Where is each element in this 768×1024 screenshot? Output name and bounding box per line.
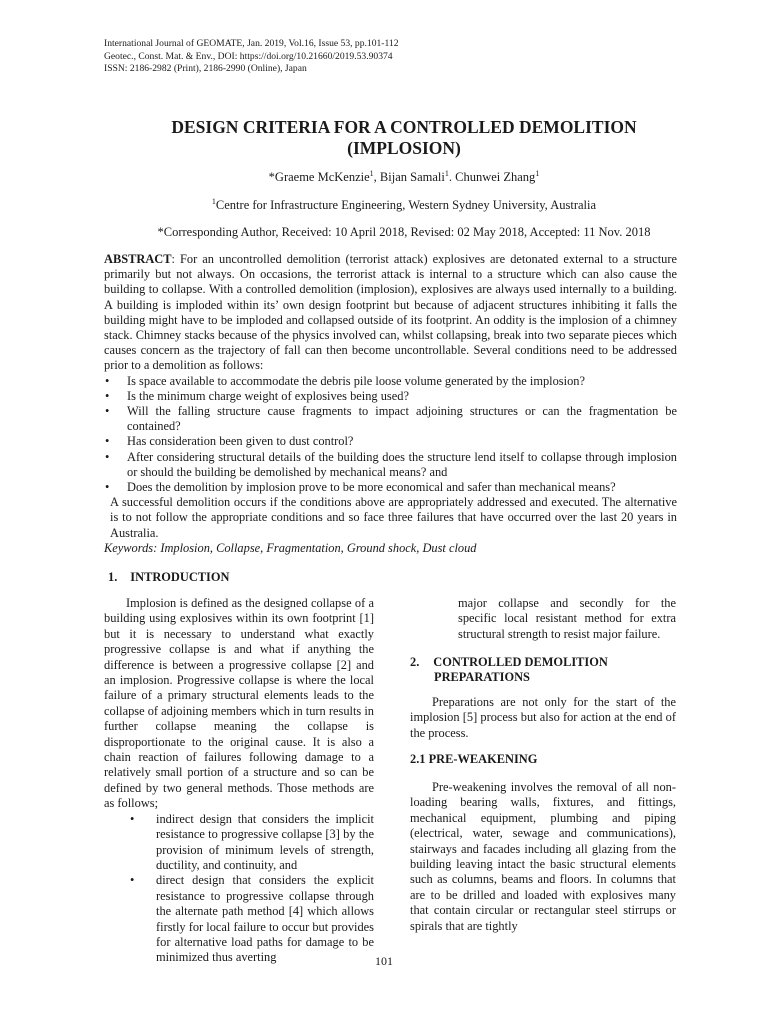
section-number: 2. xyxy=(410,655,420,669)
preparations-paragraph: Preparations are not only for the start of the implosion [5] process but also for action at the end of the process. xyxy=(410,695,676,740)
list-item xyxy=(104,374,677,389)
list-item-text: Does the demolition by implosion prove to be more economical and safer than mechanical means? xyxy=(127,480,616,495)
list-item xyxy=(104,450,677,480)
list-item xyxy=(104,434,677,449)
paper-title-line1: DESIGN CRITERIA FOR A CONTROLLED DEMOLITION xyxy=(171,117,637,137)
affiliation xyxy=(104,198,704,213)
bullet-icon: • xyxy=(105,449,110,464)
list-item-text: Is the minimum charge weight of explosives being used? xyxy=(127,388,409,403)
author-name: *Graeme McKenzie xyxy=(268,170,370,184)
section-number: 1. xyxy=(108,570,118,584)
introduction-paragraph: Implosion is defined as the designed collapse of a building using explosives within its own footprint [1] but it is necessary to understand what exactly progressive collapse is and what if anything the difference is between a progressive collapse [2] and an implosion. Progressive collapse is where the local failure of a primary structural elements leads to the collapse of adjoining members which in turn results in further collapse meaning the collapse is disproportionate to the original cause. It is also a chain reaction of failures following damage to a relatively small portion of a structure and so can be defined by two general methods. Those methods are as follows; xyxy=(104,596,374,811)
list-item xyxy=(104,873,374,965)
section-heading-pre-weakening: 2.1 PRE-WEAKENING xyxy=(410,752,538,766)
bullet-icon: • xyxy=(105,388,110,403)
author-affil-marker: 1 xyxy=(444,168,449,178)
paper-title xyxy=(104,117,704,159)
abstract-text: : For an uncontrolled demolition (terrorist attack) explosives are detonated external to a structure primarily but not always. On occasions, the terrorist attack is internal to a structure which can also cause the building to collapse. With a controlled demolition (implosion), explosives are always used internally to a building. A building is imploded within its’ own design footprint but because of adjacent structures inhibiting it falls the building might have to be imploded and collapsed outside of its footprint. An oddity is the implosion of a chimney stack. Chimney stacks because of the physics involved can, whilst collapsing, break into two separate pieces which causes concern as the trajectory of fall can then become uncontrollable. Several conditions need to be addressed prior to a demolition as follows: xyxy=(104,252,677,373)
bullet-icon: • xyxy=(105,480,110,495)
author-list xyxy=(104,170,704,185)
bullet-icon: • xyxy=(105,373,110,388)
abstract-condition-list xyxy=(104,374,677,496)
paper-title-line2: (IMPLOSION) xyxy=(347,138,461,158)
pre-weakening-paragraph-wrap xyxy=(410,780,676,934)
section-heading-preparations xyxy=(410,655,608,684)
corresponding-author-line: *Corresponding Author, Received: 10 April 2018, Revised: 02 May 2018, Accepted: 11 Nov. 2018 xyxy=(157,225,651,239)
keywords: Keywords: Implosion, Collapse, Fragmentation, Ground shock, Dust cloud xyxy=(104,541,477,555)
list-item-text: After considering structural details of the building does the structure lend itself to collapse through implosion or should the building be demolished by mechanical means? and xyxy=(127,449,677,479)
journal-citation: International Journal of GEOMATE, Jan. 2019, Vol.16, Issue 53, pp.101-112 xyxy=(104,38,399,49)
affiliation-marker: 1 xyxy=(211,196,216,206)
list-item-text: indirect design that considers the implicit resistance to progressive collapse [3] by the provision of minimum levels of strength, ductility, and continuity, and xyxy=(156,811,374,872)
list-item-text: direct design that considers the explicit resistance to progressive collapse through the alternate path method [4] which allows firstly for local failure to occur but provides for alternative load paths for damage to be minimized thus averting xyxy=(156,873,374,965)
affiliation-text: Centre for Infrastructure Engineering, Western Sydney University, Australia xyxy=(215,198,597,212)
author-name: , Bijan Samali xyxy=(373,170,445,184)
list-item xyxy=(104,389,677,404)
bullet-icon: • xyxy=(130,811,135,826)
bullet-icon: • xyxy=(105,434,110,449)
page-number: 101 xyxy=(375,954,393,968)
section-title: INTRODUCTION xyxy=(130,570,230,584)
abstract-label: ABSTRACT xyxy=(104,252,172,266)
list-item-text: Is space available to accommodate the debris pile loose volume generated by the implosion? xyxy=(127,373,585,388)
bullet-icon: • xyxy=(130,873,135,888)
author-name: . Chunwei Zhang xyxy=(448,170,536,184)
list-item-text: Will the falling structure cause fragments to impact adjoining structures or can the fragmentation be contained? xyxy=(127,404,677,434)
list-item-text: Has consideration been given to dust control? xyxy=(127,434,354,449)
author-affil-marker: 1 xyxy=(535,168,540,178)
list-item xyxy=(104,480,677,495)
preparations-paragraph-wrap xyxy=(410,695,676,741)
abstract xyxy=(104,252,677,541)
section-title: CONTROLLED DEMOLITION xyxy=(433,655,608,669)
author-affil-marker: 1 xyxy=(369,168,374,178)
journal-header xyxy=(104,38,399,76)
section-title-line2: PREPARATIONS xyxy=(434,669,530,684)
journal-doi: Geotec., Const. Mat. & Env., DOI: https://doi.org/10.21660/2019.53.90374 xyxy=(104,50,393,62)
list-item xyxy=(104,812,374,874)
list-continuation: major collapse and secondly for the specific local resistant method for extra structural strength to resist major failure. xyxy=(458,596,676,641)
left-column xyxy=(104,596,374,966)
design-methods-list xyxy=(104,812,374,966)
bullet-icon: • xyxy=(105,404,110,419)
journal-issn: ISSN: 2186-2982 (Print), 2186-2990 (Online), Japan xyxy=(104,63,307,74)
section-heading-introduction xyxy=(108,570,229,585)
list-item xyxy=(104,404,677,434)
abstract-closing: A successful demolition occurs if the conditions above are appropriately addressed and executed. The alternative is to not follow the appropriate conditions and so face three failures that have occurred over the last 20 years in Australia. xyxy=(110,495,677,540)
abstract-body xyxy=(104,252,677,374)
pre-weakening-paragraph: Pre-weakening involves the removal of all non-loading bearing walls, fixtures, and fittings, mechanical equipment, plumbing and piping (electrical, water, sewage and communications), stairways and facades including all glazing from the building leaving intact the basic structural elements such as columns, beams and floors. In columns that are to be drilled and loaded with explosives many that contain circular or rectangular steel stirrups or spirals that are tightly xyxy=(410,780,676,933)
